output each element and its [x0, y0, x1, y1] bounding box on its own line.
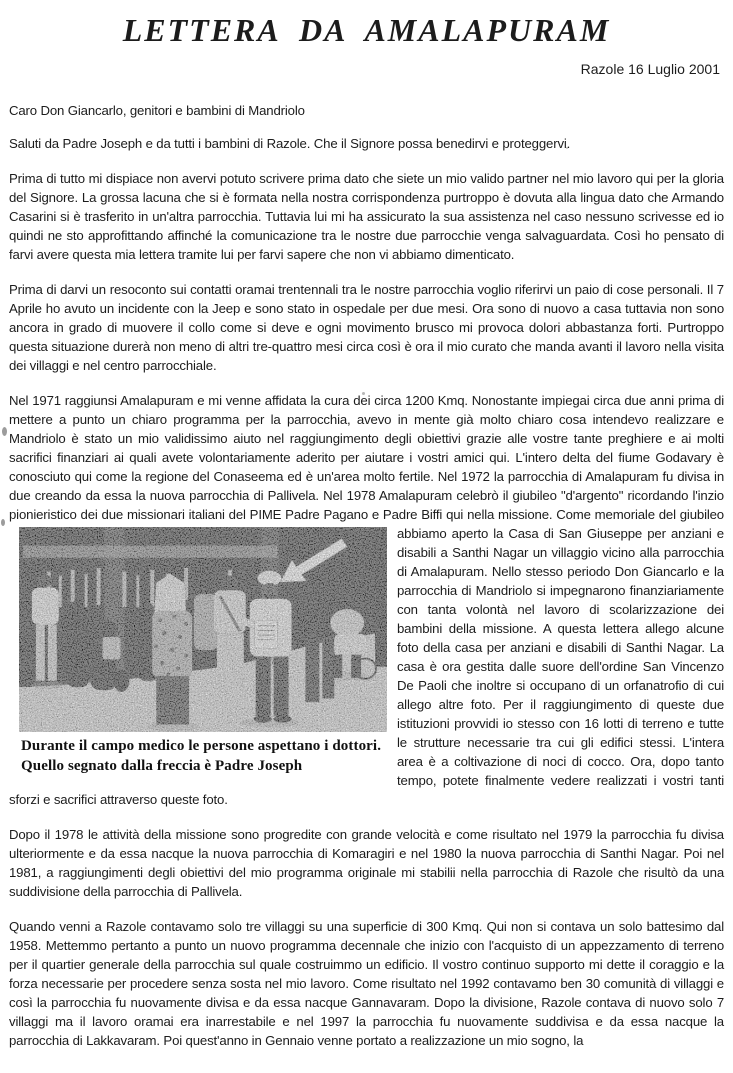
- letter-title: LETTERA DA AMALAPURAM: [122, 12, 611, 48]
- salutation: Caro Don Giancarlo, genitori e bambini di Mandriolo: [9, 103, 305, 118]
- photo-caption-line1: Durante il campo medico le persone aspettano i dottori.: [21, 738, 382, 754]
- mission-history-continued: nella missione. Come memoriale del giubileo abbiamo aperto la Casa di San Giuseppe per anziani e disabili a Santhi Nagar un villaggio vicino alla parrocchia di Amalapuram. Nello stesso periodo Don Giancarlo e la parrocchia di Mandriolo si impegnarono finanziariamente con tanta volontà nel lavoro di scolarizzazione dei bambini della missione. A questa lettera allego alcune foto della casa per anziani e disabili di Santhi Nagar. La casa è ora gestita dalle suore dell'ordine San Vincenzo De Paoli che inoltre si occupano di un orfanatrofio di cui allego altre foto. Per il raggiungimento di queste due istituzioni provvidi io stesso con 16 lotti di terreno e tutte le strutture necessarie tra cui gli edifici stessi. L'intera area è a coltivazione di noci di cocco. Ora, dopo tanto tempo, potete finalmente vedere realizzati i vostri tanti sforzi e sacrifici attraverso queste foto.: [9, 507, 724, 807]
- letter-date: Razole 16 Luglio 2001: [580, 61, 720, 77]
- medical-camp-photo: [19, 527, 387, 732]
- photo-caption: [19, 736, 387, 776]
- paragraph-new-parishes: Dopo il 1978 le attività della missione sono progredite con grande velocità e come risultato nel 1979 la parrocchia fu divisa ulteriormente e da essa nacque la nuova parrocchia di Komaragiri e nel 1980 la nuova parrocchia di Santhi Nagar. Poi nel 1981, a raggiungimenti degli obiettivi del mio programma originale mi stabilii nella parrocchia di Razole che risultò da una suddivisione della parrocchia di Pallivela.: [9, 827, 724, 899]
- medical-camp-photo-svg: [19, 527, 387, 732]
- paragraph-mission-history: [9, 391, 724, 809]
- paragraph-personal-news: Prima di darvi un resoconto sui contatti oramai trentennali tra le nostre parrocchia voglio riferirvi un paio di cose personali. Il 7 Aprile ho avuto un incidente con la Jeep e sono stato in ospedale per due mesi. Ora sono di nuovo a casa tuttavia non sono ancora in grado di muovere il collo come si deve e ogni movimento brusco mi provoca dolori abbastanza forti. Purtroppo questa situazione durerà non meno di altri tre-quattro mesi circa così è ora il mio curato che manda avanti il lavoro nella visita dei villaggi e nel centro parrocchiale.: [9, 282, 724, 373]
- photo-grain-light: [19, 527, 387, 732]
- scan-speck: [1, 519, 5, 526]
- photo-caption-line2: Quello segnato dalla freccia è Padre Joseph: [21, 758, 303, 774]
- mission-history-intro: Nel 1971 raggiunsi Amalapuram e mi venne affidata la cura dei circa 1200 Kmq. Nonostante impiegai circa due anni prima di mettere a punto un chiaro programma per la parrocchia, avevo in mente già molto chiaro cosa intendevo realizzare e Mandriolo è stato un mio validissimo aiuto nel raggiungimento degli obiettivi grazie alle vostre tante preghiere e ai molti sacrifici finanziari ai quali avete volontariamente aderito per aiutare i vostri amici qui. L'intero delta del fiume Godavary è conosciuto qui come la regione del Conaseema ed è un'area molto fertile. Nel 1972 la parrocchia di Amalapuram fu divisa in due creando da essa la nuova parrocchia di Pallivela. Nel 1978 Amalapuram celebrò il giubileo "d'argento" ricordando l'inzio pionieristico dei due missionari italiani del PIME Padre Pagano e Padre Biffi qui: [9, 393, 724, 522]
- scan-speck: [362, 392, 365, 395]
- paragraph-razole: Quando venni a Razole contavamo solo tre villaggi su una superficie di 300 Kmq. Qui non si contava un solo battesimo dal 1958. Mettemmo pertanto a punto un nuovo programma decennale che inizio con l'acquisto di un appezzamento di terreno per il quartier generale della parrocchia sul quale costruimmo un edificio. Il vostro continuo supporto mi dette il coraggio e la forza necessarie per procedere senza sosta nel mio lavoro. Come risultato nel 1992 contavamo ben 30 comunità di villaggi e così la parrocchia fu nuovamente divisa e da essa nacque Gannavaram. Dopo la divisione, Razole contava di nuovo solo 7 villaggi ma il lavoro oramai era inarrestabile e nel 1997 la parrocchia fu nuovamente suddivisa e da essa nacque la parrocchia di Lakkavaram. Poi quest'anno in Gennaio venne portato a realizzazione un mio sogno, la: [9, 919, 724, 1048]
- scan-speck: [566, 147, 568, 149]
- photo-figure: [19, 527, 387, 776]
- paragraph-apology: Prima di tutto mi dispiace non avervi potuto scrivere prima dato che siete un mio valido partner nel mio lavoro qui per la gloria del Signore. La grossa lacuna che si è formata nella nostra corrispondenza purtroppo è dovuta alla lingua dato che Armando Casarini si è trasferito in un'altra parrocchia. Tuttavia lui mi ha assicurato la sua assistenza nel caso nessuno scrivesse ed io quindi ne sto approfittando affinché la comunicazione tra le nostre due parrocchie venga salvaguardata. Così ho pensato di farvi avere questa mia lettera tramite lui per farvi sapere che non vi abbiamo dimenticato.: [9, 171, 724, 262]
- paragraph-greeting: Saluti da Padre Joseph e da tutti i bambini di Razole. Che il Signore possa benedirvi e proteggervi.: [9, 136, 571, 151]
- scan-speck: [2, 427, 7, 436]
